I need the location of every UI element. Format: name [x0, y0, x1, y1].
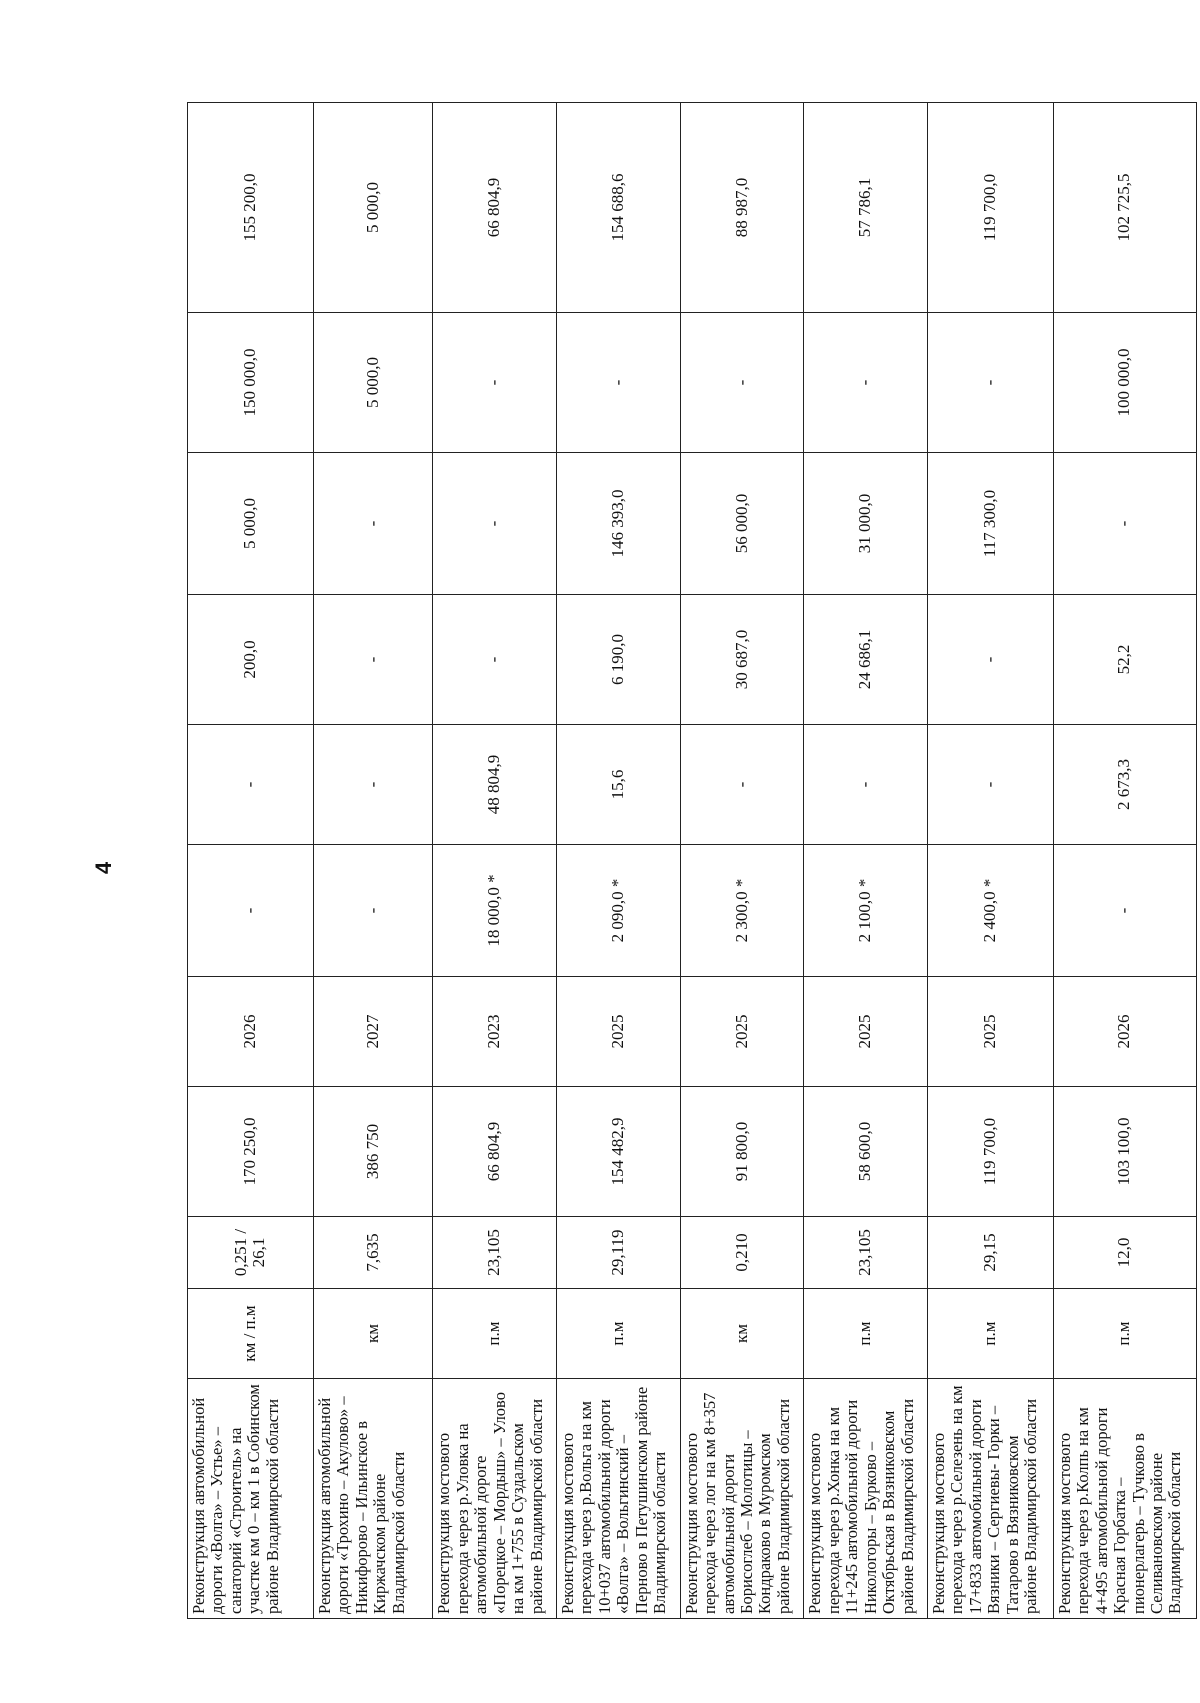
- cell-funding-1: -: [1053, 845, 1196, 977]
- cell-total: 88 987,0: [680, 103, 804, 313]
- cell-object-name: Реконструкция автомобильной дороги «Трохино – Акулово» – Никифорово – Ильинское в Киржачском районе Владимирской области: [313, 1379, 433, 1619]
- cell-funding-4: -: [433, 453, 557, 595]
- cell-unit: км / п.м: [188, 1289, 314, 1379]
- objects-table: [187, 102, 1197, 1619]
- cell-funding-5: 100 000,0: [1053, 313, 1196, 453]
- cell-length: 29,119: [557, 1217, 681, 1289]
- cell-estimated-cost: 103 100,0: [1053, 1087, 1196, 1217]
- cell-funding-4: 146 393,0: [557, 453, 681, 595]
- cell-funding-1: 2 090,0 *: [557, 845, 681, 977]
- cell-funding-5: -: [433, 313, 557, 453]
- cell-object-name: Реконструкция мостового перехода через р.Вольга на км 10+037 автомобильной дороги «Волга» – Вольгинский – Перново в Петушинском районе Владимирской области: [557, 1379, 681, 1619]
- cell-length: 29,15: [927, 1217, 1053, 1289]
- cell-completion-year: 2026: [188, 977, 314, 1087]
- table-row: [433, 103, 557, 1619]
- cell-funding-5: -: [557, 313, 681, 453]
- cell-object-name: Реконструкция мостового перехода через лог на км 8+357 автомобильной дороги Борисоглеб – Молотицы – Кондраково в Муромском районе Владимирской области: [680, 1379, 804, 1619]
- cell-unit: км: [313, 1289, 433, 1379]
- cell-length: 23,105: [433, 1217, 557, 1289]
- cell-funding-3: 30 687,0: [680, 595, 804, 725]
- cell-funding-4: 31 000,0: [804, 453, 928, 595]
- cell-funding-2: -: [313, 725, 433, 845]
- cell-unit: п.м: [433, 1289, 557, 1379]
- table-row: [313, 103, 433, 1619]
- cell-funding-5: -: [927, 313, 1053, 453]
- cell-length: 0,251 / 26,1: [188, 1217, 314, 1289]
- cell-funding-1: 2 100,0 *: [804, 845, 928, 977]
- cell-funding-4: -: [1053, 453, 1196, 595]
- cell-total: 5 000,0: [313, 103, 433, 313]
- table-row: [1053, 103, 1196, 1619]
- cell-funding-2: -: [680, 725, 804, 845]
- table-row: [927, 103, 1053, 1619]
- cell-estimated-cost: 66 804,9: [433, 1087, 557, 1217]
- cell-object-name: Реконструкция автомобильной дороги «Волга» – Устье» – санаторий «Строитель» на участке км 0 – км 1 в Собинском районе Владимирской области: [188, 1379, 314, 1619]
- cell-unit: п.м: [927, 1289, 1053, 1379]
- cell-funding-4: 56 000,0: [680, 453, 804, 595]
- cell-estimated-cost: 386 750: [313, 1087, 433, 1217]
- cell-total: 66 804,9: [433, 103, 557, 313]
- cell-funding-3: 52,2: [1053, 595, 1196, 725]
- cell-estimated-cost: 58 600,0: [804, 1087, 928, 1217]
- cell-funding-5: -: [680, 313, 804, 453]
- cell-funding-3: -: [927, 595, 1053, 725]
- cell-funding-4: -: [313, 453, 433, 595]
- cell-funding-1: -: [313, 845, 433, 977]
- cell-completion-year: 2027: [313, 977, 433, 1087]
- cell-funding-5: -: [804, 313, 928, 453]
- cell-completion-year: 2023: [433, 977, 557, 1087]
- cell-completion-year: 2025: [557, 977, 681, 1087]
- cell-funding-3: 6 190,0: [557, 595, 681, 725]
- cell-completion-year: 2026: [1053, 977, 1196, 1087]
- cell-object-name: Реконструкция мостового перехода через р.Колпь на км 4+495 автомобильной дороги Красная Горбатка – пионерлагерь – Тучково в Селивановском районе Владимирской области: [1053, 1379, 1196, 1619]
- cell-funding-2: 48 804,9: [433, 725, 557, 845]
- cell-length: 12,0: [1053, 1217, 1196, 1289]
- table-body: [188, 103, 1197, 1619]
- cell-total: 155 200,0: [188, 103, 314, 313]
- cell-object-name: Реконструкция мостового перехода через р.Селезень на км 17+833 автомобильной дороги Вязники – Сергиевы- Горки – Татарово в Вязниковском районе Владимирской области: [927, 1379, 1053, 1619]
- cell-unit: п.м: [557, 1289, 681, 1379]
- cell-funding-3: 200,0: [188, 595, 314, 725]
- cell-estimated-cost: 154 482,9: [557, 1087, 681, 1217]
- cell-funding-3: -: [313, 595, 433, 725]
- page-number: 4: [91, 861, 116, 875]
- cell-unit: км: [680, 1289, 804, 1379]
- cell-funding-3: -: [433, 595, 557, 725]
- cell-estimated-cost: 91 800,0: [680, 1087, 804, 1217]
- cell-funding-5: 5 000,0: [313, 313, 433, 453]
- cell-length: 7,635: [313, 1217, 433, 1289]
- cell-funding-1: -: [188, 845, 314, 977]
- cell-unit: п.м: [1053, 1289, 1196, 1379]
- cell-funding-2: -: [804, 725, 928, 845]
- cell-funding-3: 24 686,1: [804, 595, 928, 725]
- cell-total: 57 786,1: [804, 103, 928, 313]
- cell-funding-1: 2 400,0 *: [927, 845, 1053, 977]
- cell-funding-4: 117 300,0: [927, 453, 1053, 595]
- cell-total: 154 688,6: [557, 103, 681, 313]
- table-row: [557, 103, 681, 1619]
- cell-funding-1: 18 000,0 *: [433, 845, 557, 977]
- table-row: [804, 103, 928, 1619]
- cell-funding-4: 5 000,0: [188, 453, 314, 595]
- table-row: [188, 103, 314, 1619]
- cell-funding-2: -: [927, 725, 1053, 845]
- cell-funding-5: 150 000,0: [188, 313, 314, 453]
- cell-funding-2: 15,6: [557, 725, 681, 845]
- table-container: [187, 103, 1197, 1619]
- cell-estimated-cost: 170 250,0: [188, 1087, 314, 1217]
- cell-length: 23,105: [804, 1217, 928, 1289]
- cell-completion-year: 2025: [927, 977, 1053, 1087]
- cell-funding-2: 2 673,3: [1053, 725, 1196, 845]
- cell-funding-1: 2 300,0 *: [680, 845, 804, 977]
- cell-length: 0,210: [680, 1217, 804, 1289]
- cell-funding-2: -: [188, 725, 314, 845]
- cell-unit: п.м: [804, 1289, 928, 1379]
- cell-completion-year: 2025: [804, 977, 928, 1087]
- cell-object-name: Реконструкция мостового перехода через р.Уловка на автомобильной дороге «Порецкое – Мордыш» – Улово на км 1+755 в Суздальском районе Владимирской области: [433, 1379, 557, 1619]
- cell-object-name: Реконструкция мостового перехода через р.Хонка на км 11+245 автомобильной дороги Никологоры – Бурково – Октябрьская в Вязниковском районе Владимирской области: [804, 1379, 928, 1619]
- cell-total: 102 725,5: [1053, 103, 1196, 313]
- cell-estimated-cost: 119 700,0: [927, 1087, 1053, 1217]
- table-row: [680, 103, 804, 1619]
- cell-completion-year: 2025: [680, 977, 804, 1087]
- cell-total: 119 700,0: [927, 103, 1053, 313]
